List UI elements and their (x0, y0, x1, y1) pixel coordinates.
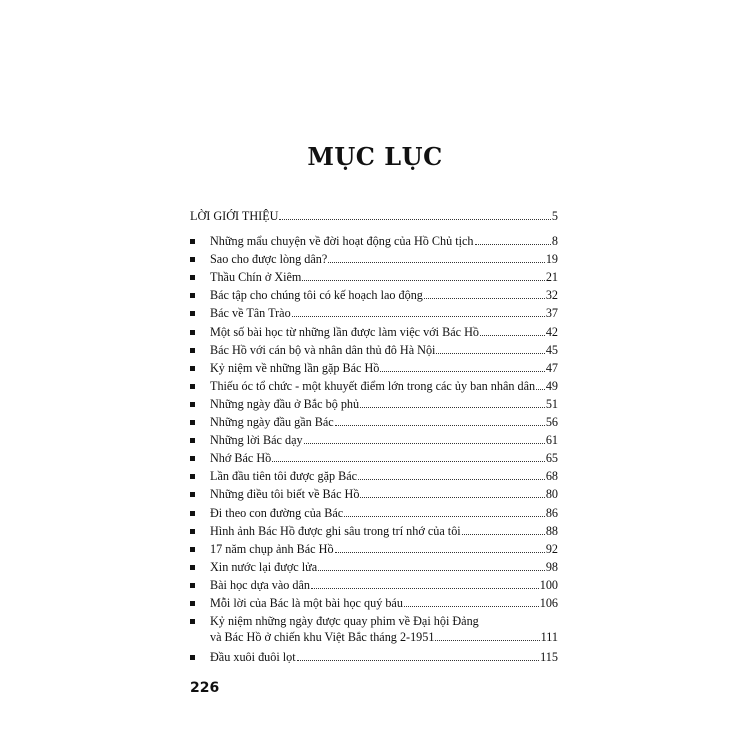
toc-entry (210, 649, 558, 665)
toc-entry-label: Những mẩu chuyện về đời hoạt động của Hồ Chủ tịch (210, 234, 474, 248)
table-row (190, 649, 558, 665)
toc-entry-page: 88 (545, 523, 558, 538)
toc-entry-label: Những lời Bác dạy (210, 433, 303, 448)
table-row (190, 505, 558, 521)
dot-leader (435, 640, 539, 641)
toc-entry-label: Hình ảnh Bác Hồ được ghi sâu trong trí nhớ của tôi (210, 523, 461, 538)
toc-entry-label: Xin nước lại được lửa (210, 559, 318, 574)
dot-leader (360, 497, 544, 498)
toc-entry (210, 233, 558, 249)
toc-entry-label: Đầu xuôi đuôi lọt (210, 650, 296, 665)
toc-entry (190, 208, 558, 224)
dot-leader (344, 516, 545, 517)
bullet-icon (190, 366, 195, 371)
table-row (190, 523, 558, 539)
toc-entry (210, 324, 558, 340)
toc-entry-page: 100 (539, 577, 558, 592)
dot-leader (480, 335, 545, 336)
toc-entry (210, 629, 558, 645)
toc-entry-page: 115 (540, 650, 558, 665)
toc-entry (210, 269, 558, 285)
dot-leader (292, 316, 545, 317)
toc-entry-page: 65 (545, 451, 558, 466)
toc-entry (210, 396, 558, 412)
table-row (190, 450, 558, 466)
dot-leader (328, 262, 545, 263)
table-row (190, 432, 558, 448)
table-row (190, 360, 558, 376)
dot-leader (304, 443, 545, 444)
toc-entry-page: 49 (545, 378, 558, 393)
table-row (190, 486, 558, 502)
table-row (190, 613, 558, 645)
table-row (190, 287, 558, 303)
toc-entry (210, 360, 558, 376)
dot-leader (462, 534, 545, 535)
toc-entry-page: 98 (545, 559, 558, 574)
bullet-icon (190, 565, 195, 570)
dot-leader (335, 425, 545, 426)
dot-leader (360, 407, 545, 408)
toc-entry-page: 42 (545, 324, 558, 339)
dot-leader (475, 244, 551, 245)
bullet-icon (190, 293, 195, 298)
toc-intro-label: LỜI GIỚI THIỆU (190, 209, 279, 223)
toc-entry (210, 305, 558, 321)
toc-entry-label: 17 năm chụp ảnh Bác Hồ (210, 541, 334, 556)
toc-entry (210, 342, 558, 358)
table-row (190, 577, 558, 593)
dot-leader (536, 389, 545, 390)
toc-entry-label: Những ngày đầu gần Bác (210, 415, 334, 429)
toc-entry-label: Đi theo con đường của Bác (210, 505, 344, 520)
dot-leader (380, 371, 544, 372)
toc-entry (210, 468, 558, 484)
toc-entry-label: Bác về Tân Trào (210, 306, 291, 321)
dot-leader (318, 570, 545, 571)
toc-entry (210, 287, 558, 303)
toc-entry-page: 51 (545, 396, 558, 411)
toc-entry (210, 541, 558, 557)
toc-entry-page: 68 (545, 469, 558, 484)
dot-leader (424, 298, 545, 299)
page-title: MỤC LỤC (307, 142, 443, 171)
toc-entry-label: Kỷ niệm về những lần gặp Bác Hồ (210, 360, 380, 375)
table-row (190, 396, 558, 412)
bullet-icon (190, 330, 195, 335)
toc-entry-page: 86 (545, 505, 558, 520)
toc-entry-label: Những ngày đầu ở Bắc bộ phủ (210, 396, 360, 411)
bullet-icon (190, 311, 195, 316)
toc-entry (210, 595, 558, 611)
bullet-icon (190, 402, 195, 407)
bullet-icon (190, 547, 195, 552)
table-row (190, 559, 558, 575)
toc-entry-page: 37 (545, 306, 558, 321)
toc-entry-label: Bài học dựa vào dân (210, 577, 311, 592)
table-row (190, 251, 558, 267)
bullet-icon (190, 511, 195, 516)
toc-entry-label: Mỗi lời của Bác là một bài học quý báu (210, 596, 403, 610)
dot-leader (436, 353, 544, 354)
dot-leader (311, 588, 539, 589)
bullet-icon (190, 619, 195, 624)
toc-entry-label-line1: Kỷ niệm những ngày được quay phim về Đại hội Đảng (210, 614, 479, 629)
toc-entry (210, 559, 558, 575)
dot-leader (279, 219, 550, 220)
toc-entry (210, 450, 558, 466)
toc-entry-label: Sao cho được lòng dân? (210, 252, 328, 267)
toc-entry-page: 80 (545, 487, 558, 502)
dot-leader (335, 552, 545, 553)
dot-leader (302, 280, 544, 281)
toc-entry-label: Bác tập cho chúng tôi có kế hoạch lao động (210, 288, 423, 303)
toc-entry-page: 92 (545, 541, 558, 556)
toc-entry (210, 505, 558, 521)
dot-leader (272, 461, 545, 462)
bullet-icon (190, 438, 195, 443)
toc-entry (210, 414, 558, 430)
bullet-icon (190, 348, 195, 353)
toc-entry-label: Nhớ Bác Hồ (210, 451, 272, 466)
toc-entry-page: 45 (545, 342, 558, 357)
table-row (190, 305, 558, 321)
bullet-icon (190, 601, 195, 606)
bullet-icon (190, 529, 195, 534)
toc-entry-page: 56 (545, 415, 558, 429)
bullet-icon (190, 456, 195, 461)
bullet-icon (190, 474, 195, 479)
toc-entry-page: 111 (540, 630, 558, 645)
toc-entry-page: 21 (545, 270, 558, 285)
toc-entry-page: 8 (551, 234, 558, 248)
bullet-icon (190, 655, 195, 660)
bullet-icon (190, 583, 195, 588)
toc-entry-page: 47 (545, 360, 558, 375)
bullet-icon (190, 492, 195, 497)
bullet-icon (190, 384, 195, 389)
toc-entry-page: 32 (545, 288, 558, 303)
table-row (190, 378, 558, 394)
page-number: 226 (190, 680, 220, 696)
toc-intro-row (190, 208, 558, 224)
dot-leader (358, 479, 545, 480)
table-row (190, 468, 558, 484)
table-row (190, 414, 558, 430)
toc-entry-label: Bác Hồ với cán bộ và nhân dân thủ đô Hà Nội (210, 342, 436, 357)
toc-entry (210, 251, 558, 267)
bullet-icon (190, 420, 195, 425)
bullet-icon (190, 275, 195, 280)
toc-entry (210, 577, 558, 593)
toc-entry-label: Một số bài học từ những lần được làm việc với Bác Hồ (210, 324, 479, 339)
toc-entry (210, 486, 558, 502)
toc-entry-label: Lần đầu tiên tôi được gặp Bác (210, 469, 358, 484)
toc-entry (210, 378, 558, 394)
table-row (190, 233, 558, 249)
toc-entry-page: 19 (545, 252, 558, 267)
table-row (190, 324, 558, 340)
toc-entry (210, 432, 558, 448)
table-row (190, 342, 558, 358)
toc-entry-label: Thiếu óc tổ chức - một khuyết điểm lớn trong các ủy ban nhân dân (210, 378, 536, 393)
toc-entry-page: 61 (545, 433, 558, 448)
toc-intro-page: 5 (551, 209, 558, 223)
toc-entry-label: và Bác Hồ ở chiến khu Việt Bắc tháng 2-1951 (210, 630, 435, 645)
dot-leader (297, 660, 540, 661)
toc-entry (210, 523, 558, 539)
table-row (190, 269, 558, 285)
toc-entry-page: 106 (539, 596, 558, 610)
toc-entry-label: Những điều tôi biết về Bác Hồ (210, 487, 360, 502)
table-row (190, 541, 558, 557)
toc-entry-label: Thầu Chín ở Xiêm (210, 270, 302, 285)
dot-leader (404, 606, 539, 607)
bullet-icon (190, 257, 195, 262)
table-row (190, 595, 558, 611)
bullet-icon (190, 239, 195, 244)
